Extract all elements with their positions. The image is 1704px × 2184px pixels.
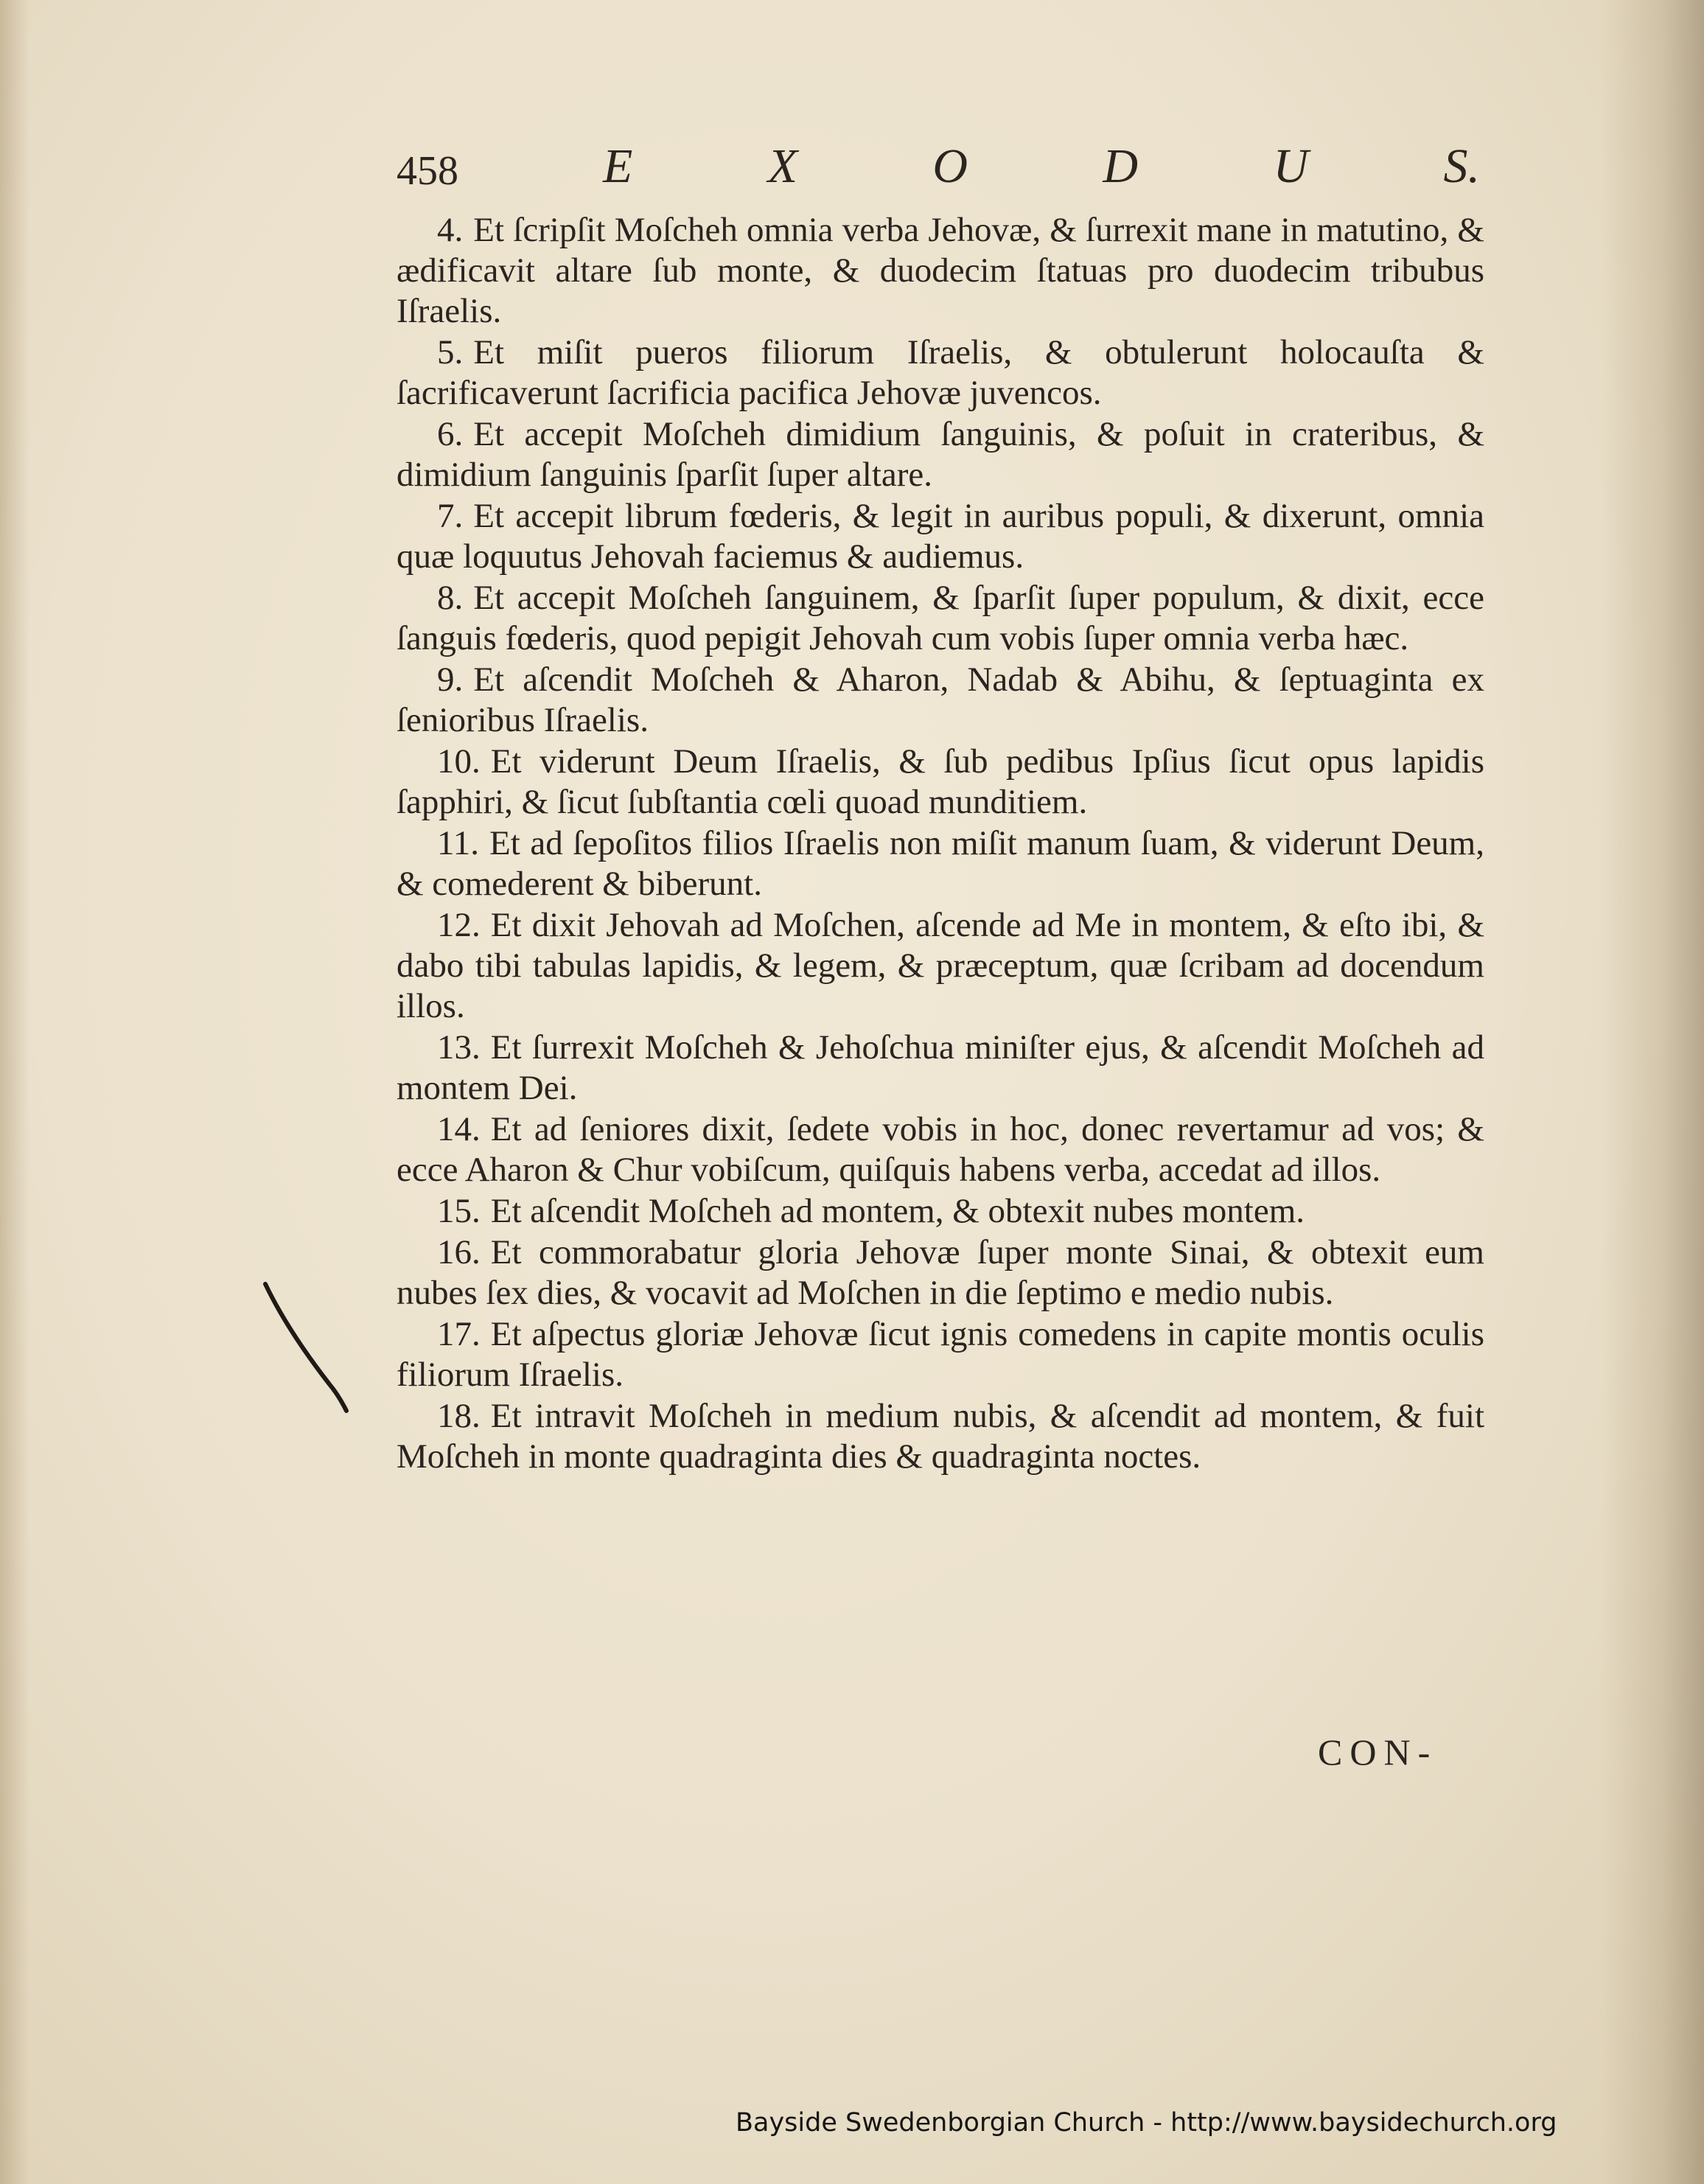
verse — [397, 496, 1484, 577]
verse — [397, 823, 1484, 904]
verse — [397, 1028, 1484, 1109]
verse — [397, 660, 1484, 741]
page-left-edge — [0, 0, 29, 2184]
running-title-letter: X — [767, 139, 798, 193]
verse — [397, 332, 1484, 414]
page-number: 458 — [397, 148, 458, 194]
verse-text: Et accepit Moſcheh ſanguinem, & ſparſit ſuper populum, & dixit, ecce ſanguis fœderis, quod pepigit Jehovah cum vobis ſuper omnia verba hæc. — [397, 579, 1484, 657]
verse-text: Et ad ſeniores dixit, ſedete vobis in hoc, donec revertamur ad vos; & ecce Aharon & Chur vobiſcum, quiſquis habens verba, accedat ad illos. — [397, 1110, 1484, 1189]
verse — [397, 1232, 1484, 1313]
verse-text: Et viderunt Deum Iſraelis, & ſub pedibus Ipſius ſicut opus lapidis ſapphiri, & ſicut ſubſtantia cœli quoad munditiem. — [397, 742, 1484, 821]
verse-text: Et dixit Jehovah ad Moſchen, aſcende ad Me in montem, & eſto ibi, & dabo tibi tabulas lapidis, & legem, & præceptum, quæ ſcribam ad docendum illos. — [397, 906, 1484, 1025]
watermark-text: Bayside Swedenborgian Church - http://www.baysidechurch.org — [736, 2108, 1557, 2138]
verse-number: 9. — [437, 660, 464, 699]
running-title-letter: D — [1103, 139, 1139, 193]
verse-number: 4. — [437, 211, 464, 249]
verse-number: 12. — [437, 906, 481, 944]
verse-text: Et intravit Moſcheh in medium nubis, & aſcendit ad montem, & fuit Moſcheh in monte quadraginta dies & quadraginta noctes. — [397, 1397, 1484, 1476]
verse — [397, 1109, 1484, 1190]
verse-number: 10. — [437, 742, 481, 781]
verse — [397, 210, 1484, 332]
verse-number: 7. — [437, 497, 464, 535]
verse — [397, 578, 1484, 659]
verse-number: 18. — [437, 1397, 481, 1435]
verse — [397, 905, 1484, 1027]
verse — [397, 1314, 1484, 1395]
page-header — [397, 139, 1480, 205]
verse-number: 11. — [437, 824, 480, 862]
running-title-letter: O — [932, 139, 968, 193]
verse — [397, 1191, 1484, 1232]
verse-number: 13. — [437, 1028, 481, 1067]
running-title-letter: U — [1273, 139, 1309, 193]
verse-text: Et ſcripſit Moſcheh omnia verba Jehovæ, & ſurrexit mane in matutino, & ædificavit altare ſub monte, & duodecim ſtatuas pro duodecim tribubus Iſraelis. — [397, 211, 1484, 330]
verse-number: 15. — [437, 1192, 481, 1230]
running-title-letter: E — [603, 139, 633, 193]
verse-number: 17. — [437, 1315, 481, 1353]
verse-text: Et accepit Moſcheh dimidium ſanguinis, & poſuit in crateribus, & dimidium ſanguinis ſparſit ſuper altare. — [397, 415, 1484, 494]
verse-text: Et commorabatur gloria Jehovæ ſuper monte Sinai, & obtexit eum nubes ſex dies, & vocavit ad Moſchen in die ſeptimo e medio nubis. — [397, 1233, 1484, 1312]
verse — [397, 1396, 1484, 1477]
verse-number: 14. — [437, 1110, 481, 1148]
verse-number: 16. — [437, 1233, 481, 1271]
margin-pencil-mark — [259, 1281, 355, 1414]
verse-text: Et aſcendit Moſcheh & Aharon, Nadab & Abihu, & ſeptuaginta ex ſenioribus Iſraelis. — [397, 660, 1484, 739]
verse-text: Et ad ſepoſitos filios Iſraelis non miſit manum ſuam, & viderunt Deum, & comederent & biberunt. — [397, 824, 1484, 903]
verse-number: 8. — [437, 579, 464, 617]
verse-text: Et accepit librum fœderis, & legit in auribus populi, & dixerunt, omnia quæ loquutus Jehovah faciemus & audiemus. — [397, 497, 1484, 576]
verse — [397, 414, 1484, 495]
verse-number: 6. — [437, 415, 464, 453]
verse-text: Et ſurrexit Moſcheh & Jehoſchua miniſter ejus, & aſcendit Moſcheh ad montem Dei. — [397, 1028, 1484, 1107]
verse-list — [397, 210, 1484, 1478]
verse-text: Et aſpectus gloriæ Jehovæ ſicut ignis comedens in capite montis oculis filiorum Iſraelis. — [397, 1315, 1484, 1394]
verse-number: 5. — [437, 333, 464, 371]
verse-text: Et aſcendit Moſcheh ad montem, & obtexit nubes montem. — [490, 1192, 1305, 1230]
running-title — [603, 139, 1480, 195]
catchword: CON- — [1318, 1731, 1438, 1773]
verse — [397, 742, 1484, 823]
gutter-shadow — [1601, 0, 1704, 2184]
verse-text: Et miſit pueros filiorum Iſraelis, & obtulerunt holocauſta & ſacrificaverunt ſacrificia pacifica Jehovæ juvencos. — [397, 333, 1484, 412]
running-title-letter: S. — [1443, 139, 1480, 193]
